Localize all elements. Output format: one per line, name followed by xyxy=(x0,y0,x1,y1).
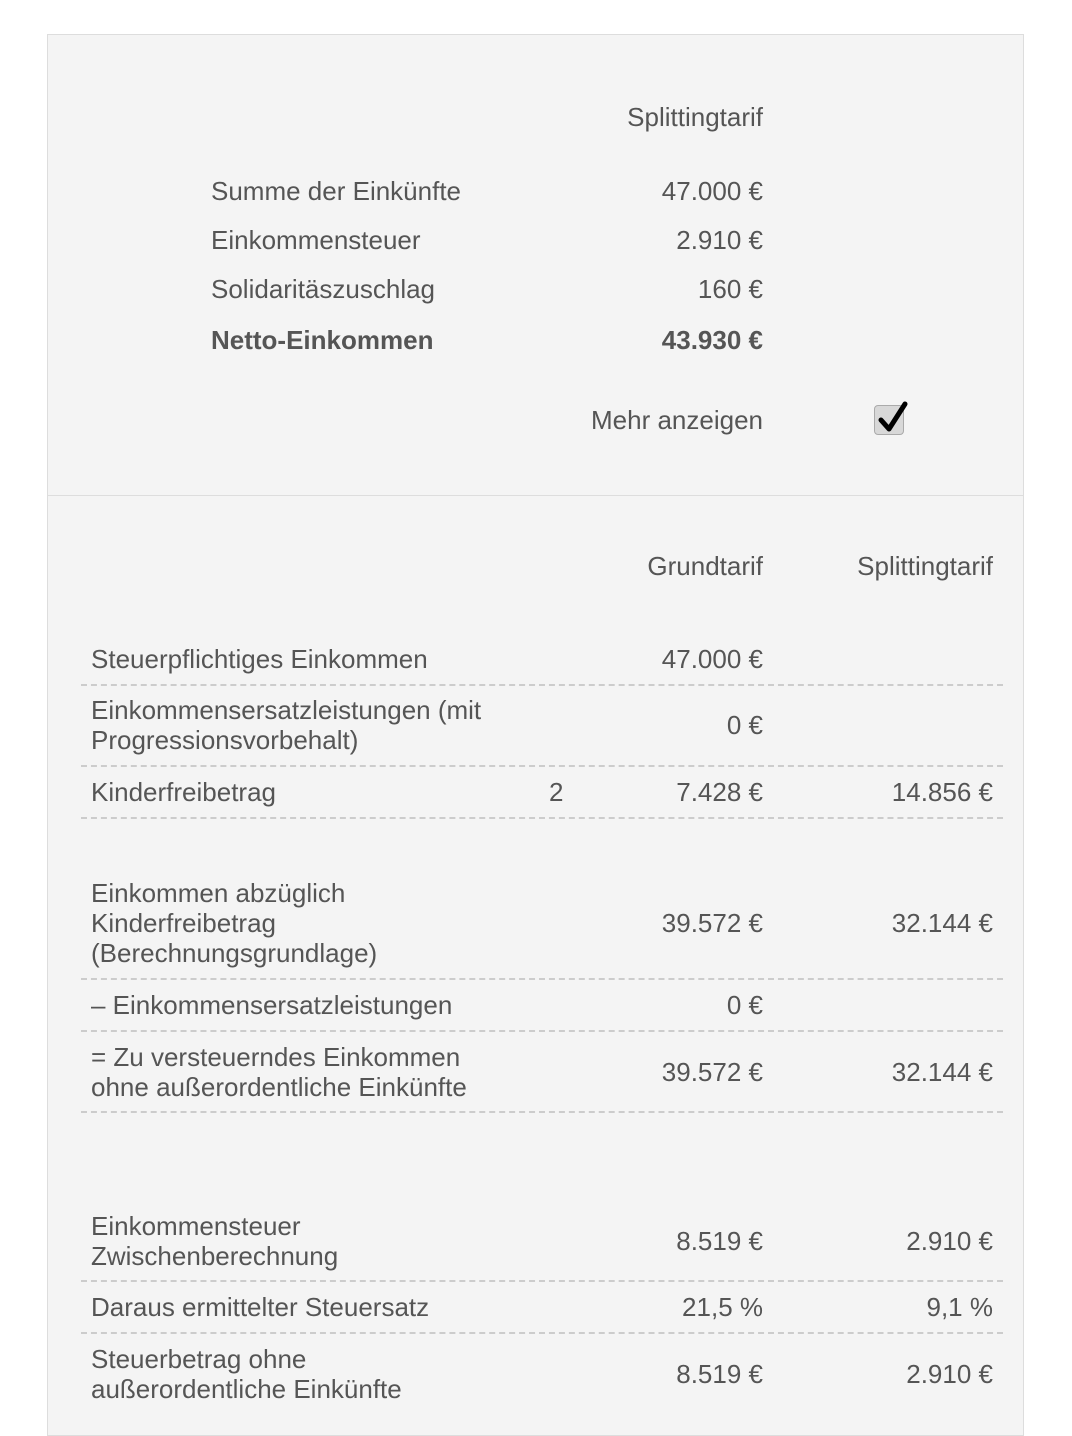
net-income-label: Netto-Einkommen xyxy=(211,325,434,355)
row-label: Kinderfreibetrag xyxy=(91,777,276,807)
row-splitting: 2.910 € xyxy=(906,1226,993,1256)
header-splittingtarif: Splittingtarif xyxy=(857,551,993,581)
summary-label: Solidaritäszuschlag xyxy=(211,274,436,304)
net-income-value: 43.930 € xyxy=(661,325,763,355)
row-grund: 0 € xyxy=(726,710,763,740)
row-grund: 8.519 € xyxy=(676,1226,763,1256)
checkmark-icon xyxy=(875,398,911,438)
row-splitting: 32.144 € xyxy=(891,1057,993,1087)
row-splitting: 2.910 € xyxy=(906,1359,993,1389)
summary-value: 160 € xyxy=(697,274,763,304)
summary-column-header: Splittingtarif xyxy=(627,102,763,132)
row-label: – Einkommensersatzleistungen xyxy=(91,990,453,1020)
row-label: Zwischenberechnung xyxy=(91,1241,339,1271)
row-label: Einkommen abzüglich xyxy=(91,878,346,908)
row-label: Daraus ermittelter Steuersatz xyxy=(91,1292,430,1322)
row-grund: 21,5 % xyxy=(682,1292,763,1322)
row-grund: 8.519 € xyxy=(676,1359,763,1389)
section-divider xyxy=(47,495,1024,496)
header-grundtarif: Grundtarif xyxy=(647,551,763,581)
row-label: ohne außerordentliche Einkünfte xyxy=(91,1072,467,1102)
summary-label: Einkommensteuer xyxy=(211,225,421,255)
row-grund: 47.000 € xyxy=(661,644,763,674)
summary-value: 47.000 € xyxy=(661,176,763,206)
show-more-checkbox[interactable] xyxy=(874,405,904,435)
row-separator xyxy=(81,765,1003,767)
row-label: (Berechnungsgrundlage) xyxy=(91,938,378,968)
row-label: Progressionsvorbehalt) xyxy=(91,725,359,755)
row-label: Kinderfreibetrag xyxy=(91,908,276,938)
row-grund: 0 € xyxy=(726,990,763,1020)
row-splitting: 14.856 € xyxy=(891,777,993,807)
row-splitting: 9,1 % xyxy=(926,1292,993,1322)
row-label: = Zu versteuerndes Einkommen xyxy=(91,1042,461,1072)
summary-label: Summe der Einkünfte xyxy=(211,176,462,206)
row-separator xyxy=(81,1030,1003,1032)
summary-value: 2.910 € xyxy=(676,225,763,255)
row-separator xyxy=(81,684,1003,686)
row-grund: 39.572 € xyxy=(661,908,763,938)
row-separator xyxy=(81,817,1003,819)
row-separator xyxy=(81,978,1003,980)
row-label: außerordentliche Einkünfte xyxy=(91,1374,402,1404)
children-count: 2 xyxy=(549,777,564,807)
row-grund: 39.572 € xyxy=(661,1057,763,1087)
row-label: Einkommensteuer xyxy=(91,1211,301,1241)
row-separator xyxy=(81,1332,1003,1334)
row-label: Steuerbetrag ohne xyxy=(91,1344,307,1374)
show-more-label[interactable]: Mehr anzeigen xyxy=(591,405,763,435)
row-label: Steuerpflichtiges Einkommen xyxy=(91,644,428,674)
row-label: Einkommensersatzleistungen (mit xyxy=(91,695,482,725)
row-splitting: 32.144 € xyxy=(891,908,993,938)
row-separator xyxy=(81,1111,1003,1113)
row-grund: 7.428 € xyxy=(676,777,763,807)
row-separator xyxy=(81,1280,1003,1282)
